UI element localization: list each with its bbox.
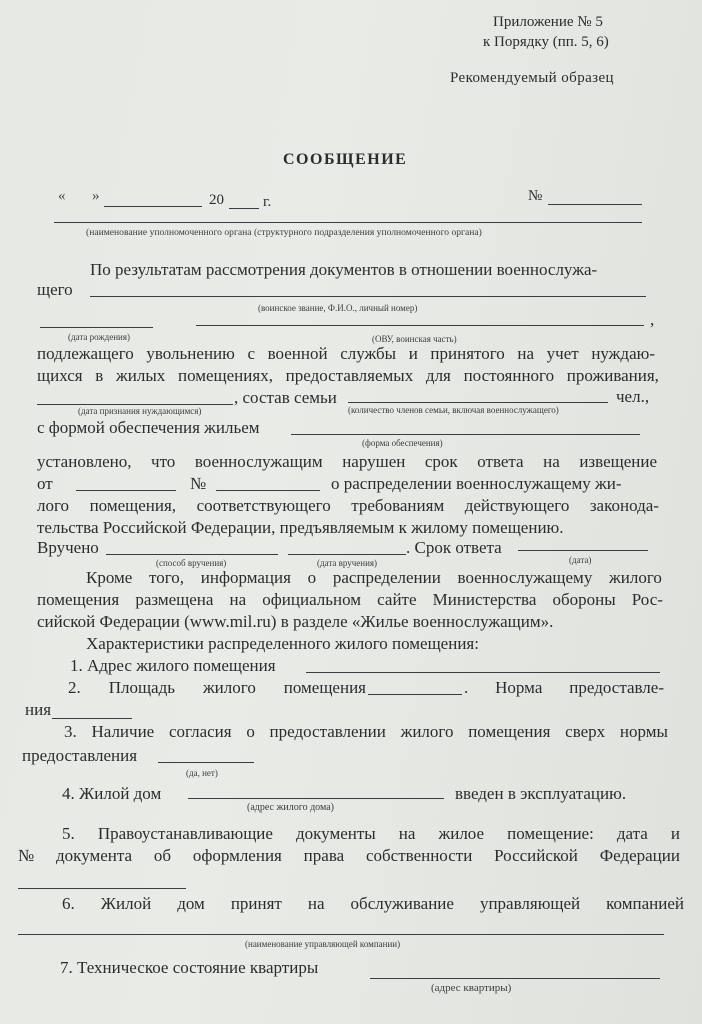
item6-label: 6. Жилой дом принят на обслуживание управляющей компанией [62,894,684,913]
caption-delivery-method: (способ вручения) [156,558,227,568]
item2-label: 2. Площадь жилого помещения [68,678,366,697]
caption-birth-date: (дата рождения) [68,332,130,342]
p2-line1: подлежащего увольнению с военной службы и принятого на учет нуждаю- [37,344,655,363]
recognition-date-line [37,404,233,405]
year-prefix: 20 [209,192,224,208]
order-reference: к Порядку (пп. 5, 6) [483,34,609,50]
p3-number-sign: № [190,474,207,493]
caption-house-address: (адрес жилого дома) [247,802,335,813]
deadline-line [518,550,648,551]
ovu-line [196,325,644,326]
consent-line [158,762,254,763]
recommended-sample: Рекомендуемый образец [450,70,614,86]
appendix-number: Приложение № 5 [493,14,603,30]
p3-line1: установлено, что военнослужащим нарушен срок ответа на извещение [37,452,657,471]
house-address-line [188,798,444,799]
item4-commissioned: введен в эксплуатацию. [455,784,627,803]
birth-date-line [40,327,153,328]
item7-label: 7. Техническое состояние квартиры [60,958,319,977]
caption-delivery-date: (дата вручения) [317,558,378,568]
item5-line2: № документа об оформления права собственности Российской Федерации [18,846,680,865]
number-sign: № [528,188,543,204]
number-line [548,204,642,205]
notice-number-line [216,490,320,491]
ownership-doc-line [18,888,186,889]
item2-norm: . Норма предоставле- [464,678,664,697]
delivery-method-line [106,554,278,555]
area-line [368,694,462,695]
p1-line2: щего [37,280,73,299]
p3-line3: лого помещения, соответствующего требованиям действующего законода- [37,496,659,515]
rank-name-line [90,296,646,297]
item3-line1: 3. Наличие согласия о предоставлении жилого помещения сверх нормы [64,722,668,741]
item3-line2: предоставления [22,746,138,765]
year-line [229,208,259,209]
delivery-date-line [288,554,406,555]
caption-housing-form: (форма обеспечения) [362,438,443,448]
caption-ovu: (ОВУ, воинская часть) [372,334,457,344]
apartment-line [370,978,660,979]
p4-line1: Кроме того, информация о распределении военнослужащему жилого [86,568,662,587]
caption-authority: (наименование уполномоченного органа (структурного подразделения уполномоченного органа) [86,227,482,238]
persons-label: чел., [616,387,650,406]
p3-line4: тельства Российской Федерации, предъявляемым к жилому помещению. [37,518,564,537]
norm-line [52,718,132,719]
address-line [306,672,660,673]
handed-label: Вручено [37,538,99,557]
p1-line1: По результатам рассмотрения документов в отношении военнослужа- [90,260,598,279]
housing-form-label: с формой обеспечения жильем [37,418,260,437]
family-count-line [348,402,608,403]
caption-company-name: (наименование управляющей компании) [245,939,401,949]
quote-close: » [92,188,100,204]
caption-yes-no: (да, нет) [186,768,218,778]
item4-label: 4. Жилой дом [62,784,162,803]
caption-deadline-date: (дата) [569,555,592,565]
family-label: , состав семьи [234,388,337,407]
notice-date-line [76,490,176,491]
document-title: СООБЩЕНИЕ [283,151,408,168]
item5-line1: 5. Правоустанавливающие документы на жилое помещение: дата и [62,824,680,843]
p4-line2: помещения размещена на официальном сайте Министерства обороны Рос- [37,590,663,609]
deadline-label: . Срок ответа [406,538,502,557]
characteristics-heading: Характеристики распределенного жилого помещения: [86,634,479,653]
caption-rank-name: (воинское звание, Ф.И.О., личный номер) [258,303,418,313]
year-suffix: г. [263,194,272,210]
p4-line3: сийской Федерации (www.mil.ru) в разделе «Жилье военнослужащим». [37,612,554,631]
housing-form-line [291,434,640,435]
caption-recognition-date: (дата признания нуждающимся) [78,406,202,416]
caption-family-count: (количество членов семьи, включая военнослужащего) [348,405,559,415]
authority-line [54,222,642,223]
caption-apartment-address: (адрес квартиры) [431,982,512,994]
company-line [18,934,664,935]
p2-line2: щихся в жилых помещениях, предоставляемых для постоянного проживания, [37,366,659,385]
p3-line2-rest: о распределении военнослужащему жи- [331,474,622,493]
item1-label: 1. Адрес жилого помещения [70,656,276,675]
comma-mark: , [650,310,655,329]
quote-open: « [58,188,66,204]
p3-from: от [37,474,53,493]
date-day-month-line [104,206,202,207]
item2-cont: ния [25,700,52,719]
